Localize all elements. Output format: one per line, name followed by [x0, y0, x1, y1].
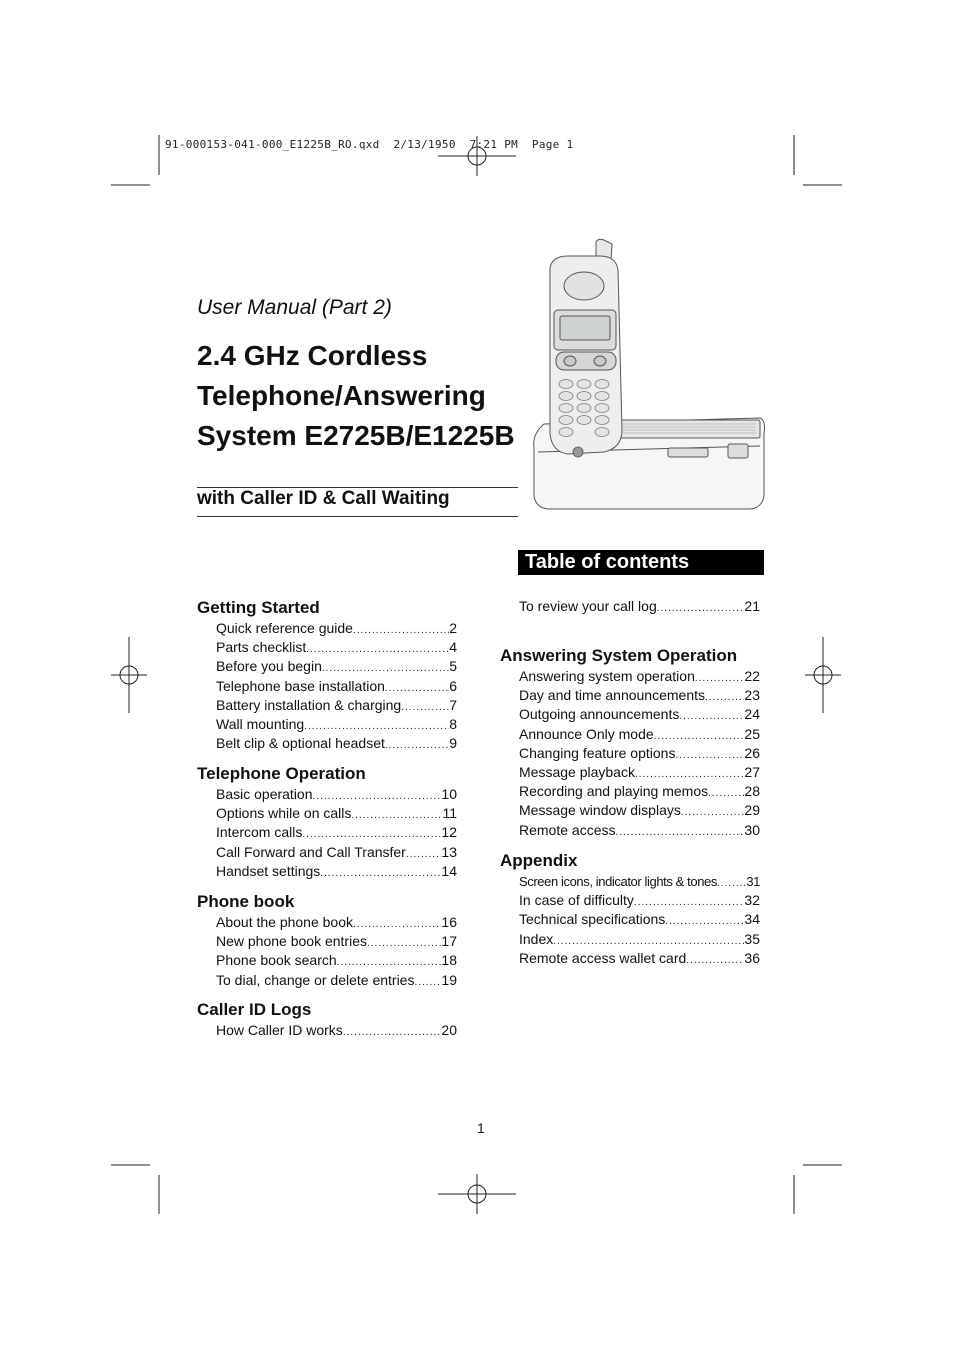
entry-page: 5 — [449, 658, 457, 675]
entry-page: 32 — [744, 892, 760, 909]
leader-dots — [320, 864, 441, 881]
tagline-bottom-rule — [197, 516, 518, 517]
section-title: Phone book — [197, 892, 295, 911]
entry-page: 31 — [746, 874, 760, 889]
entry-page: 8 — [449, 715, 457, 732]
toc-entry[interactable] — [519, 725, 760, 744]
entry-page: 34 — [744, 911, 760, 928]
feature-tagline: with Caller ID & Call Waiting — [197, 488, 450, 509]
toc-entry[interactable] — [216, 638, 457, 657]
entry-label: About the phone book — [216, 914, 354, 930]
section-title: Caller ID Logs — [197, 1000, 312, 1019]
toc-entry[interactable] — [216, 951, 457, 970]
entry-page: 12 — [441, 824, 457, 841]
entry-page: 23 — [744, 687, 760, 704]
leader-dots — [353, 915, 441, 932]
entry-page: 2 — [449, 620, 457, 636]
leader-dots — [615, 823, 744, 840]
leader-dots — [708, 784, 744, 801]
toc-entry[interactable] — [216, 823, 457, 842]
toc-entry[interactable] — [519, 821, 760, 840]
toc-entry[interactable] — [216, 932, 457, 951]
entry-label: Changing feature options — [519, 744, 676, 761]
title-line-1: 2.4 GHz Cordless — [197, 340, 428, 371]
entry-label: Options while on calls — [216, 805, 352, 822]
leader-dots — [665, 912, 744, 929]
entry-page: 36 — [744, 949, 760, 966]
entry-page: 25 — [744, 725, 760, 742]
toc-entry[interactable] — [519, 872, 760, 891]
entry-page: 13 — [441, 843, 457, 860]
entry-label: Phone book search — [216, 952, 337, 969]
toc-entry[interactable] — [519, 744, 760, 763]
leader-dots — [414, 973, 441, 990]
entry-label: Telephone base installation — [216, 677, 385, 694]
entry-label: Message playback — [519, 763, 635, 780]
title-line-3: System E2725B/E1225B — [197, 420, 515, 451]
entry-page: 24 — [744, 706, 760, 723]
entry-page: 11 — [442, 805, 457, 822]
entry-label: Screen icons, indicator lights & tones — [519, 874, 717, 889]
entry-label: Basic operation — [216, 786, 313, 802]
entry-page: 18 — [441, 952, 457, 969]
entry-page: 21 — [744, 598, 760, 614]
leader-dots — [654, 727, 745, 744]
entry-page: 6 — [449, 677, 457, 694]
entry-page: 10 — [441, 786, 457, 802]
print-slug-line: 91-000153-041-000_E1225B_RO.qxd 2/13/1950 7:21 PM Page 1 — [165, 138, 574, 151]
entry-label: Belt clip & optional headset — [216, 735, 385, 752]
entry-label: Index — [519, 930, 554, 947]
toc-entry[interactable] — [216, 913, 457, 932]
toc-section-answering-system — [500, 645, 760, 840]
toc-entry[interactable] — [216, 785, 457, 804]
leader-dots — [657, 599, 745, 616]
toc-entry[interactable] — [216, 715, 457, 734]
entry-label: Day and time announcements — [519, 687, 705, 704]
entry-label: In case of difficulty — [519, 892, 634, 909]
toc-entry[interactable] — [519, 763, 760, 782]
toc-entry[interactable] — [519, 801, 760, 820]
leader-dots — [351, 806, 442, 823]
entry-label: Answering system operation — [519, 668, 695, 684]
toc-entry[interactable] — [519, 686, 760, 705]
leader-dots — [313, 787, 442, 804]
leader-dots — [634, 893, 745, 910]
entry-label: Wall mounting — [216, 715, 305, 732]
toc-entry[interactable] — [216, 862, 457, 881]
leader-dots — [337, 953, 442, 970]
leader-dots — [406, 845, 442, 862]
entry-page: 20 — [441, 1022, 457, 1038]
document-title — [197, 336, 527, 456]
entry-label: Outgoing announcements — [519, 706, 680, 723]
entry-label: Technical specifications — [519, 911, 666, 928]
entry-label: To review your call log — [519, 598, 657, 614]
toc-entry[interactable] — [216, 657, 457, 676]
toc-entry[interactable] — [216, 677, 457, 696]
toc-section-phone-book — [197, 891, 457, 990]
entry-page: 14 — [441, 862, 457, 879]
toc-section-caller-id-logs — [197, 999, 457, 1040]
page-number: 1 — [477, 1120, 485, 1136]
entry-page: 4 — [449, 639, 457, 656]
toc-caller-id-continued — [500, 597, 760, 616]
toc-entry[interactable] — [216, 619, 457, 638]
toc-entry[interactable] — [519, 930, 760, 949]
toc-entry[interactable] — [519, 782, 760, 801]
entry-page: 35 — [744, 930, 760, 947]
entry-page: 9 — [449, 735, 457, 752]
leader-dots — [401, 698, 449, 715]
entry-page: 19 — [441, 971, 457, 988]
table-of-contents-heading: Table of contents — [518, 550, 764, 575]
toc-entry[interactable] — [519, 597, 760, 616]
toc-entry[interactable] — [519, 949, 760, 968]
manual-subtitle: User Manual (Part 2) — [197, 296, 392, 319]
toc-entry[interactable] — [519, 891, 760, 910]
toc-entry[interactable] — [519, 705, 760, 724]
cordless-phone-illustration — [528, 234, 768, 514]
entry-page: 22 — [744, 668, 760, 684]
leader-dots — [679, 707, 744, 724]
entry-label: Battery installation & charging — [216, 696, 402, 713]
entry-page: 29 — [744, 802, 760, 819]
leader-dots — [367, 934, 441, 951]
section-title: Getting Started — [197, 598, 320, 617]
entry-label: To dial, change or delete entries — [216, 971, 415, 988]
section-title: Appendix — [500, 851, 578, 870]
entry-label: New phone book entries — [216, 933, 367, 950]
leader-dots — [681, 803, 745, 820]
entry-label: Announce Only mode — [519, 725, 654, 742]
section-title: Telephone Operation — [197, 764, 366, 783]
leader-dots — [306, 640, 449, 657]
leader-dots — [304, 717, 449, 734]
entry-page: 26 — [744, 744, 760, 761]
entry-label: How Caller ID works — [216, 1022, 343, 1038]
entry-label: Message window displays — [519, 802, 681, 819]
toc-entry[interactable] — [216, 804, 457, 823]
entry-page: 7 — [449, 696, 457, 713]
entry-label: Parts checklist — [216, 639, 307, 656]
toc-entry[interactable] — [216, 843, 457, 862]
entry-label: Handset settings — [216, 862, 321, 879]
leader-dots — [385, 679, 449, 696]
toc-entry[interactable] — [216, 696, 457, 715]
leader-dots — [385, 736, 449, 753]
entry-label: Remote access — [519, 821, 616, 838]
leader-dots — [322, 659, 449, 676]
entry-label: Recording and playing memos — [519, 783, 709, 800]
leader-dots — [705, 688, 744, 705]
leader-dots — [353, 621, 449, 638]
entry-page: 27 — [744, 763, 760, 780]
toc-entry[interactable] — [519, 667, 760, 686]
leader-dots — [302, 825, 441, 842]
toc-entry[interactable] — [519, 910, 760, 929]
toc-section-telephone-operation — [197, 763, 457, 881]
entry-label: Remote access wallet card — [519, 949, 687, 966]
entry-label: Call Forward and Call Transfer — [216, 843, 406, 860]
entry-page: 16 — [441, 914, 457, 930]
entry-page: 17 — [441, 933, 457, 950]
toc-entry[interactable] — [216, 1021, 457, 1040]
leader-dots — [717, 874, 746, 891]
entry-page: 30 — [744, 821, 760, 838]
toc-entry[interactable] — [216, 734, 457, 753]
entry-label: Before you begin — [216, 658, 322, 675]
leader-dots — [553, 932, 744, 949]
entry-label: Quick reference guide — [216, 620, 353, 636]
title-line-2: Telephone/Answering — [197, 380, 486, 411]
toc-entry[interactable] — [216, 971, 457, 990]
entry-page: 28 — [744, 783, 760, 800]
leader-dots — [675, 746, 744, 763]
toc-section-getting-started — [197, 597, 457, 753]
leader-dots — [635, 765, 744, 782]
section-title: Answering System Operation — [500, 646, 738, 665]
entry-label: Intercom calls — [216, 824, 303, 841]
toc-section-appendix — [500, 850, 760, 968]
leader-dots — [695, 669, 745, 686]
leader-dots — [686, 951, 744, 968]
leader-dots — [343, 1023, 442, 1040]
